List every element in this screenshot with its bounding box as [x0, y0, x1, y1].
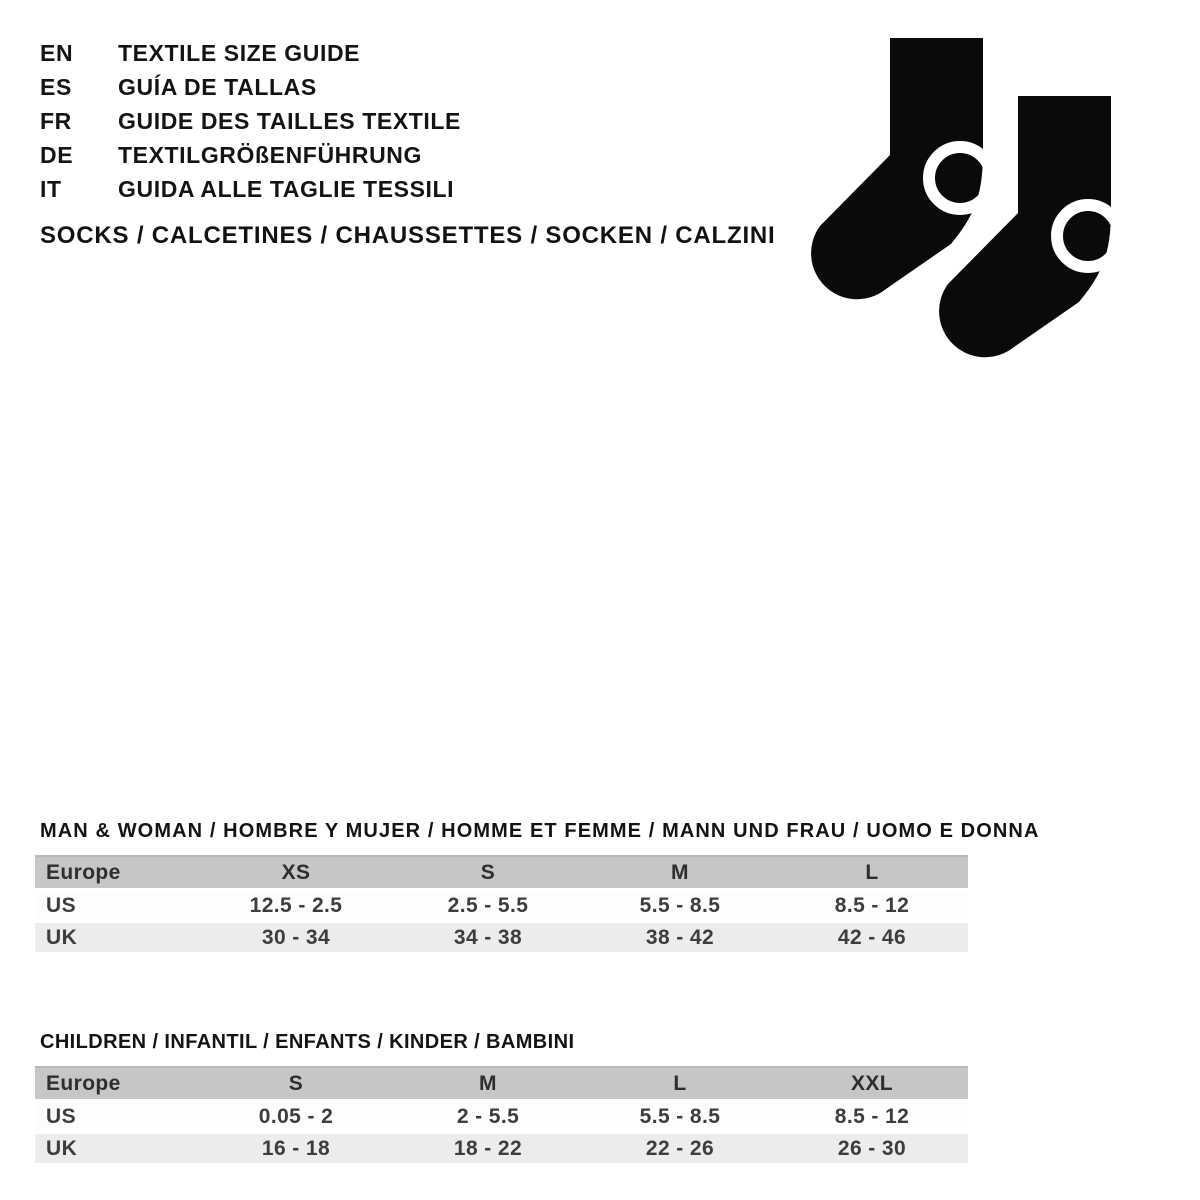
column-header-size: S	[200, 1067, 392, 1101]
section-title: CHILDREN / INFANTIL / ENFANTS / KINDER / BAMBINI	[40, 1031, 575, 1053]
language-code: FR	[40, 108, 72, 134]
language-list	[40, 36, 461, 206]
size-value: 22 - 26	[584, 1133, 776, 1164]
category-line: SOCKS / CALCETINES / CHAUSSETTES / SOCKEN / CALZINI	[40, 222, 776, 249]
language-label: GUIDE DES TAILLES TEXTILE	[118, 108, 461, 134]
language-code: ES	[40, 74, 72, 100]
language-label: TEXTILGRÖßENFÜHRUNG	[118, 142, 422, 168]
language-code: DE	[40, 142, 74, 168]
column-header-size: XS	[200, 856, 392, 890]
language-row-es	[40, 70, 461, 104]
column-header-size: XXL	[776, 1067, 968, 1101]
column-header-size: L	[776, 856, 968, 890]
size-value: 2.5 - 5.5	[392, 890, 584, 922]
language-code: IT	[40, 176, 62, 202]
size-value: 26 - 30	[776, 1133, 968, 1164]
section-title: MAN & WOMAN / HOMBRE Y MUJER / HOMME ET FEMME / MANN UND FRAU / UOMO E DONNA	[40, 820, 1040, 842]
row-label: US	[35, 890, 200, 922]
table-row-us	[35, 1101, 968, 1133]
column-header-region: Europe	[35, 856, 200, 890]
size-value: 5.5 - 8.5	[584, 890, 776, 922]
section-children	[35, 1031, 968, 1163]
size-value: 30 - 34	[200, 922, 392, 953]
column-header-size: S	[392, 856, 584, 890]
language-row-de	[40, 138, 461, 172]
size-table-children	[35, 1066, 968, 1163]
size-table-man-woman	[35, 855, 968, 952]
socks-icon	[780, 20, 1140, 380]
size-value: 12.5 - 2.5	[200, 890, 392, 922]
size-value: 18 - 22	[392, 1133, 584, 1164]
size-value: 38 - 42	[584, 922, 776, 953]
table-header-row	[35, 1067, 968, 1101]
section-man-woman	[35, 820, 1040, 952]
row-label: UK	[35, 1133, 200, 1164]
table-row-us	[35, 890, 968, 922]
language-row-fr	[40, 104, 461, 138]
column-header-region: Europe	[35, 1067, 200, 1101]
language-row-en	[40, 36, 461, 70]
size-value: 8.5 - 12	[776, 890, 968, 922]
language-row-it	[40, 172, 461, 206]
size-value: 34 - 38	[392, 922, 584, 953]
language-label: GUIDA ALLE TAGLIE TESSILI	[118, 176, 455, 202]
size-value: 16 - 18	[200, 1133, 392, 1164]
size-value: 2 - 5.5	[392, 1101, 584, 1133]
size-value: 42 - 46	[776, 922, 968, 953]
language-label: GUÍA DE TALLAS	[118, 74, 317, 100]
column-header-size: M	[392, 1067, 584, 1101]
column-header-size: L	[584, 1067, 776, 1101]
size-value: 8.5 - 12	[776, 1101, 968, 1133]
table-header-row	[35, 856, 968, 890]
column-header-size: M	[584, 856, 776, 890]
row-label: UK	[35, 922, 200, 953]
size-value: 5.5 - 8.5	[584, 1101, 776, 1133]
table-row-uk	[35, 1133, 968, 1164]
row-label: US	[35, 1101, 200, 1133]
language-code: EN	[40, 40, 74, 66]
table-row-uk	[35, 922, 968, 953]
size-value: 0.05 - 2	[200, 1101, 392, 1133]
language-label: TEXTILE SIZE GUIDE	[118, 40, 361, 66]
